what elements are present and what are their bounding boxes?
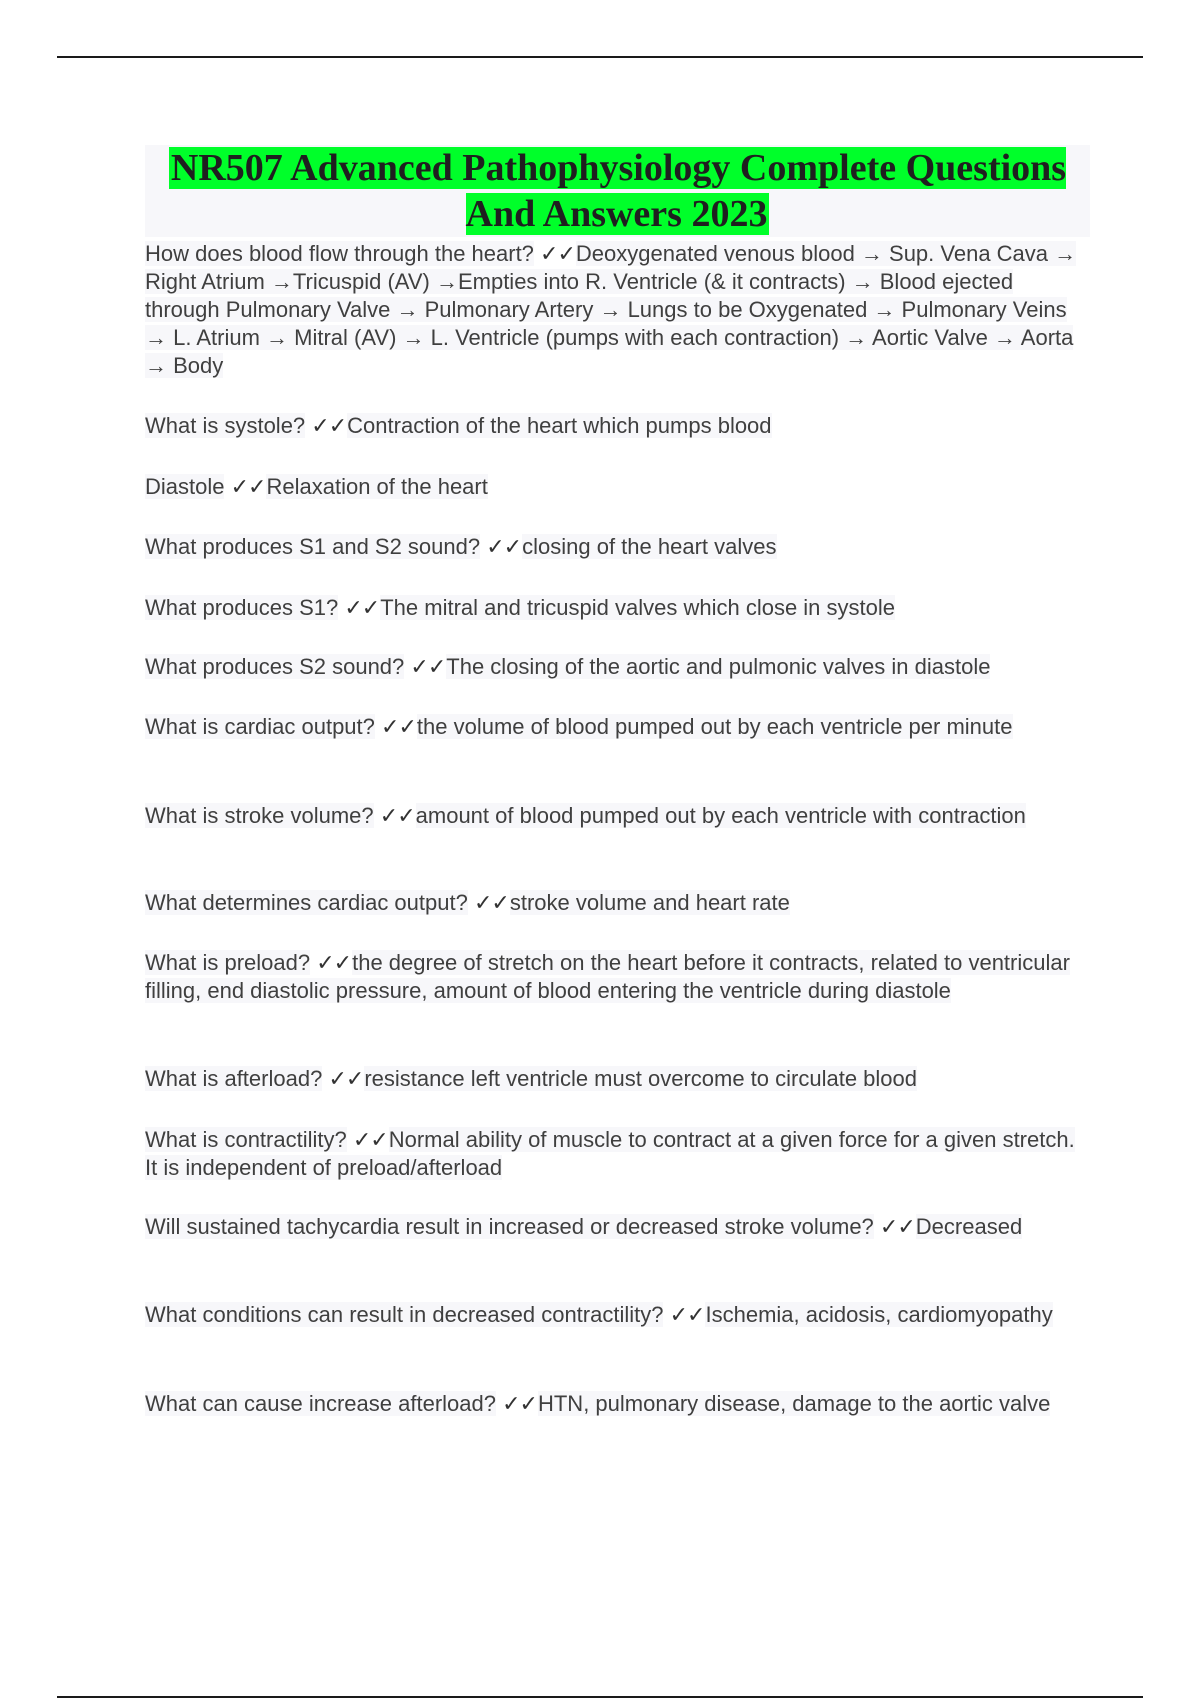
qa-item-7	[145, 713, 1090, 741]
answer: The closing of the aortic and pulmonic valves in diastole	[446, 654, 991, 679]
document-title: NR507 Advanced Pathophysiology Complete Questions And Answers 2023	[170, 147, 1067, 235]
answer: stroke volume and heart rate	[509, 890, 790, 915]
qa-item-10	[145, 949, 1090, 1005]
bottom-rule	[57, 1696, 1143, 1698]
check-icon: ✓✓	[344, 595, 380, 620]
question: What produces S1?	[145, 595, 339, 620]
check-icon: ✓✓	[381, 714, 416, 739]
answer: Ischemia, acidosis, cardiomyopathy	[705, 1302, 1053, 1327]
check-icon: ✓✓	[486, 534, 522, 559]
check-icon: ✓✓	[316, 950, 352, 975]
answer: Normal ability of muscle to contract at a given force for a given stretch. It is independent of preload/afterload	[145, 1127, 1075, 1180]
answer: amount of blood pumped out by each ventricle with contraction	[415, 803, 1026, 828]
question: What is preload?	[145, 950, 311, 975]
qa-item-14	[145, 1301, 1090, 1329]
check-icon: ✓✓	[379, 803, 415, 828]
question: What is systole?	[145, 413, 306, 438]
top-rule	[57, 56, 1143, 58]
check-icon: ✓✓	[410, 654, 446, 679]
answer: the volume of blood pumped out by each ventricle per minute	[416, 714, 1013, 739]
check-icon: ✓✓	[669, 1302, 705, 1327]
qa-item-15	[145, 1390, 1090, 1418]
question: What is afterload?	[145, 1066, 323, 1091]
qa-item-1	[145, 240, 1090, 380]
answer: HTN, pulmonary disease, damage to the aortic valve	[537, 1391, 1051, 1416]
answer: resistance left ventricle must overcome to circulate blood	[364, 1066, 917, 1091]
qa-item-2	[145, 412, 1090, 440]
check-icon: ✓✓	[473, 890, 509, 915]
qa-item-5	[145, 594, 1090, 622]
answer: Deoxygenated venous blood → Sup. Vena Cava → Right Atrium →Tricuspid (AV) →Empties into R. Ventricle (& it contracts) → Blood ejected through Pulmonary Valve → Pulmonary Artery → Lungs to be Oxygenated → Pulmonary Veins → L. Atrium → Mitral (AV) → L. Ventricle (pumps with each contraction) → Aortic Valve → Aorta → Body	[145, 241, 1077, 378]
question: How does blood flow through the heart?	[145, 241, 534, 266]
answer: the degree of stretch on the heart before it contracts, related to ventricular filling, end diastolic pressure, amount of blood entering the ventricle during diastole	[145, 950, 1070, 1003]
check-icon: ✓✓	[230, 474, 266, 499]
qa-item-9	[145, 889, 1090, 917]
question: Will sustained tachycardia result in increased or decreased stroke volume?	[145, 1214, 874, 1239]
check-icon: ✓✓	[540, 241, 575, 266]
title-block	[145, 145, 1090, 237]
question: What is contractility?	[145, 1127, 347, 1152]
question: What is cardiac output?	[145, 714, 375, 739]
answer: Contraction of the heart which pumps blood	[347, 413, 772, 438]
answer: closing of the heart valves	[522, 534, 777, 559]
qa-item-4	[145, 533, 1090, 561]
question: What produces S2 sound?	[145, 654, 405, 679]
check-icon: ✓✓	[352, 1127, 388, 1152]
qa-item-11	[145, 1065, 1090, 1093]
qa-item-8	[145, 802, 1090, 830]
question: What is stroke volume?	[145, 803, 374, 828]
answer: Decreased	[915, 1214, 1023, 1239]
check-icon: ✓✓	[502, 1391, 537, 1416]
check-icon: ✓✓	[311, 413, 347, 438]
question: What can cause increase afterload?	[145, 1391, 496, 1416]
question: What produces S1 and S2 sound?	[145, 534, 481, 559]
qa-item-6	[145, 653, 1090, 681]
qa-item-13	[145, 1211, 1090, 1243]
check-icon: ✓✓	[328, 1066, 364, 1091]
question: What determines cardiac output?	[145, 890, 468, 915]
question: Diastole	[145, 474, 225, 499]
answer: The mitral and tricuspid valves which close in systole	[380, 595, 895, 620]
qa-item-12	[145, 1126, 1090, 1182]
question: What conditions can result in decreased contractility?	[145, 1302, 664, 1327]
qa-item-3	[145, 473, 1090, 501]
check-icon: ✓✓	[879, 1214, 915, 1239]
answer: Relaxation of the heart	[266, 474, 488, 499]
